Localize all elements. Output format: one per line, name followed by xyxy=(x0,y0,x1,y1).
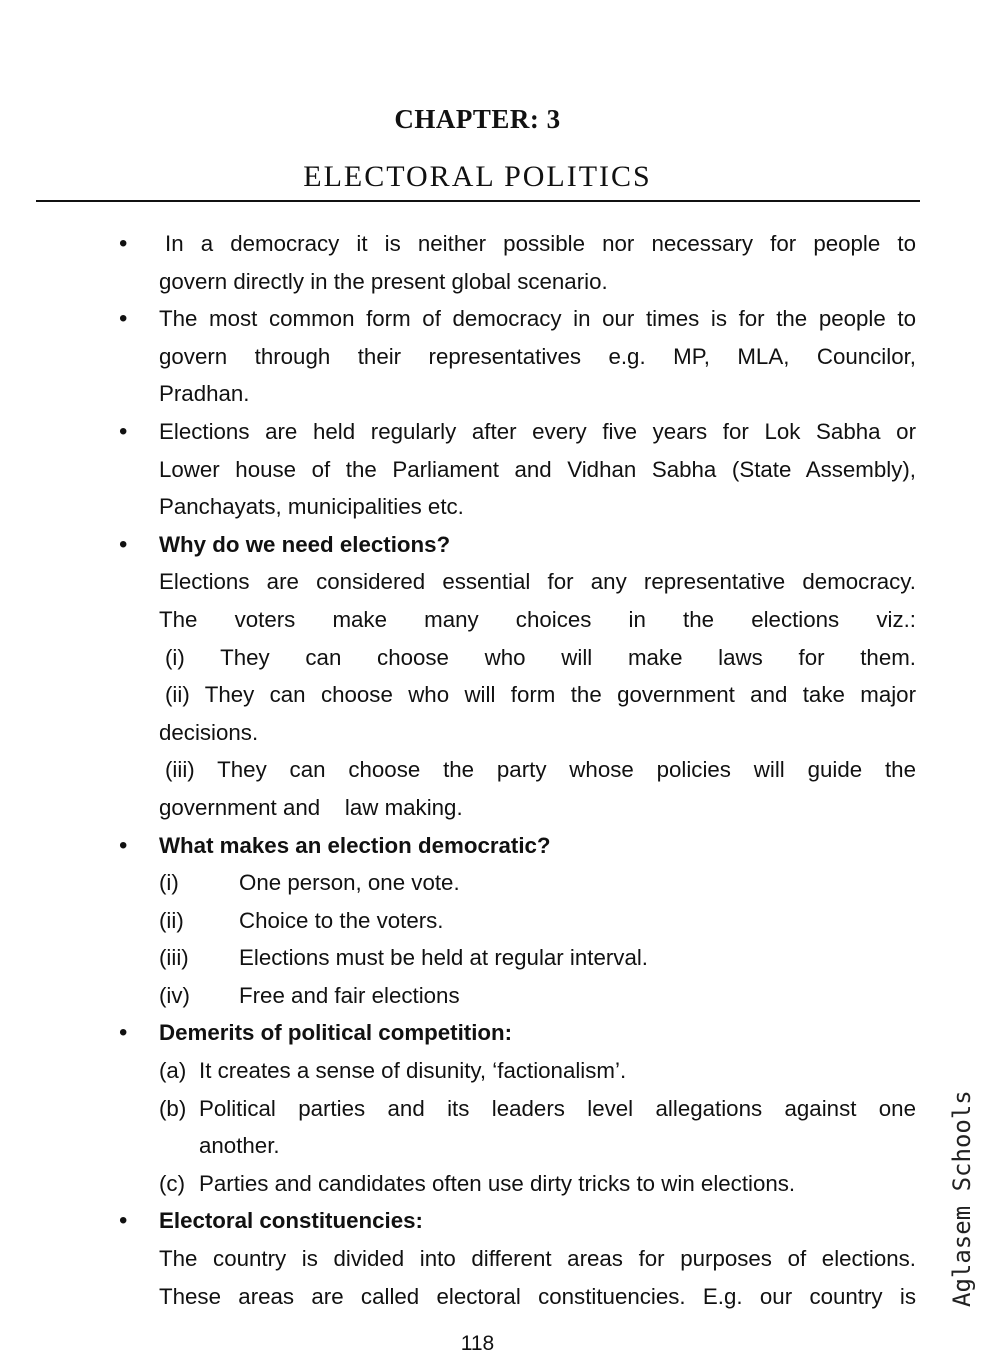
list-item xyxy=(159,1090,916,1165)
bullet-item-7 xyxy=(119,1202,916,1315)
text-line: Pradhan. xyxy=(159,381,250,407)
text-line: Lower house of the Parliament and Vidhan Sabha (State Assembly), xyxy=(159,456,916,482)
text-line: The most common form of democracy in our times is for the people to xyxy=(159,306,916,332)
text-line: The voters make many choices in the elections viz.: xyxy=(159,606,916,632)
text-line: Panchayats, municipalities etc. xyxy=(159,494,464,520)
text-line: (iii) They can choose the party whose policies will guide the xyxy=(165,757,916,783)
list-item xyxy=(159,1165,916,1203)
list-letter: (a) xyxy=(159,1058,187,1084)
list-text-block xyxy=(199,1090,916,1165)
text-line: govern directly in the present global scenario. xyxy=(159,268,608,294)
list-item xyxy=(159,977,916,1015)
chapter-title: ELECTORAL POLITICS xyxy=(303,160,652,193)
chapter-label: CHAPTER: 3 xyxy=(394,104,561,134)
text-line: government and law making. xyxy=(159,794,463,820)
list-number: (iv) xyxy=(159,982,190,1008)
text-line: The country is divided into different areas for purposes of elections. xyxy=(159,1246,916,1272)
bullet-icon: • xyxy=(119,417,128,445)
list-text: Parties and candidates often use dirty tricks to win elections. xyxy=(199,1170,796,1196)
bullet-item-1 xyxy=(119,225,916,300)
list-text: Elections must be held at regular interval. xyxy=(239,945,648,971)
text-line: Elections are held regularly after every five years for Lok Sabha or xyxy=(159,418,916,444)
bullet-icon: • xyxy=(119,530,128,558)
page-number: 118 xyxy=(460,1332,495,1355)
list-text: One person, one vote. xyxy=(239,870,460,896)
text-line: In a democracy it is neither possible nor necessary for people to xyxy=(165,231,916,256)
section-heading: Electoral constituencies: xyxy=(159,1208,423,1234)
list-item xyxy=(159,939,916,977)
page-content xyxy=(119,225,916,1315)
bullet-item-6 xyxy=(119,1014,916,1202)
list-item xyxy=(159,902,916,940)
section-heading: What makes an election democratic? xyxy=(159,832,551,858)
list-text: It creates a sense of disunity, ‘factionalism’. xyxy=(199,1058,627,1084)
section-heading: Why do we need elections? xyxy=(159,531,451,557)
bullet-icon: • xyxy=(119,305,128,333)
list-text: Political parties and its leaders level allegations against one xyxy=(199,1095,916,1121)
text-line: Elections are considered essential for any representative democracy. xyxy=(159,569,916,595)
text-line: decisions. xyxy=(159,719,259,745)
text-line: These areas are called electoral constituencies. E.g. our country is xyxy=(159,1283,916,1309)
list-number: (iii) xyxy=(159,945,189,971)
list-text: Choice to the voters. xyxy=(239,907,444,933)
text-line: (ii) They can choose who will form the government and take major xyxy=(165,682,916,708)
list-letter: (b) xyxy=(159,1095,187,1121)
bullet-icon: • xyxy=(119,1019,128,1047)
list-item xyxy=(159,864,916,902)
list-letter: (c) xyxy=(159,1170,185,1196)
list-number: (ii) xyxy=(159,907,184,933)
list-number: (i) xyxy=(159,870,179,896)
text-line: govern through their representatives e.g. MP, MLA, Councilor, xyxy=(159,343,916,369)
bullet-icon: • xyxy=(119,831,128,859)
title-divider xyxy=(36,200,920,202)
bullet-item-2 xyxy=(119,300,916,413)
list-text: another. xyxy=(199,1133,280,1159)
list-item xyxy=(159,1052,916,1090)
bullet-icon: • xyxy=(119,1207,128,1235)
text-line: (i) They can choose who will make laws for them. xyxy=(165,644,916,670)
bullet-item-4 xyxy=(119,526,916,827)
list-text: Free and fair elections xyxy=(239,982,460,1008)
watermark-text: Aglasem Schools xyxy=(948,1090,976,1307)
bullet-icon: • xyxy=(119,230,128,257)
bullet-item-5 xyxy=(119,827,916,1015)
bullet-item-3 xyxy=(119,413,916,526)
section-heading: Demerits of political competition: xyxy=(159,1020,513,1046)
